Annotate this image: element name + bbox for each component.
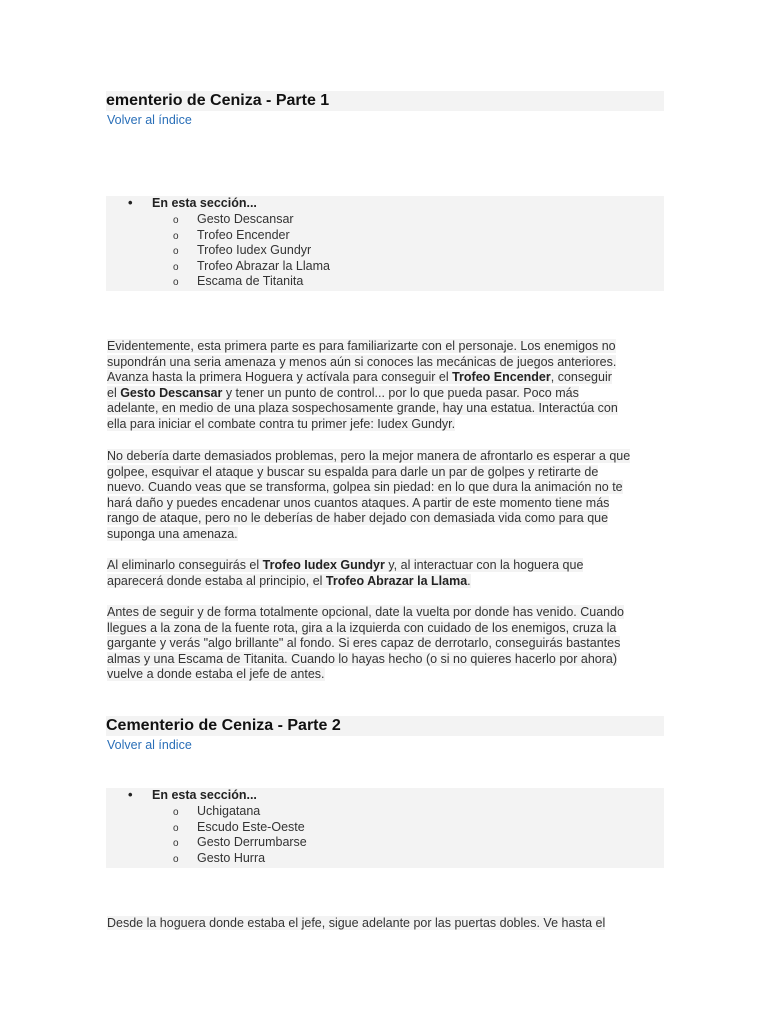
list-item: o Gesto Derrumbarse xyxy=(173,835,307,850)
list-item: o Trofeo Iudex Gundyr xyxy=(173,243,312,258)
list-item: o Escudo Este-Oeste xyxy=(173,819,305,834)
back-to-index-link-1[interactable]: Volver al índice xyxy=(107,113,192,127)
paragraph-intro: Evidentemente, esta primera parte es para familiarizarte con el personaje. Los enemigos no supondrán una seria amenaza y menos aún si conoces las mecánicas de juegos anteriores. Avanza hasta la primera Hoguera y actívala para conseguir el Trofeo Encender, conseguir el Gesto Descansar y tener un punto de control... por lo que pueda pasar. Poco más adelante, en medio de una plaza sospechosamente grande, hay una estatua. Interactúa con ella para iniciar el combate contra tu primer jefe: Iudex Gundyr. xyxy=(107,339,618,431)
list-item: o Trofeo Encender xyxy=(173,227,290,242)
list-item: o Gesto Descansar xyxy=(173,212,294,226)
section-contents-list-2 xyxy=(173,804,307,866)
section-title-part-1: ementerio de Ceniza - Parte 1 xyxy=(106,91,664,111)
paragraph-part-2-intro: Desde la hoguera donde estaba el jefe, sigue adelante por las puertas dobles. Ve hasta el xyxy=(107,916,606,930)
back-to-index-link-2[interactable]: Volver al índice xyxy=(107,738,192,752)
bullet-icon: • xyxy=(128,195,133,210)
section-contents-box-2: • En esta sección... o Uchigatana o Escudo Este-Oeste o Gesto Derrumbarse o Gesto Hurra xyxy=(106,788,664,868)
list-item: o Trofeo Abrazar la Llama xyxy=(173,258,330,273)
section-contents-box-1: • En esta sección... o Gesto Descansar o Trofeo Encender o Trofeo Iudex Gundyr o Trofeo Abrazar la Llama o Escama de Titanita xyxy=(106,196,664,291)
paragraph-trophies: Al eliminarlo conseguirás el Trofeo Iudex Gundyr y, al interactuar con la hoguera que aparecerá donde estaba al principio, el Trofeo Abrazar la Llama. xyxy=(107,558,584,588)
paragraph-boss-strategy: No debería darte demasiados problemas, pero la mejor manera de afrontarlo es esperar a que golpee, esquivar el ataque y buscar su espalda para darle un par de golpes y retirarte de nuevo. Cuando veas que se transforma, golpea sin piedad: en lo que dura la animación no te hará daño y puedes encadenar unos cuantos ataques. A partir de este momento tiene más rango de ataque, pero no le deberías de haber dejado con demasiada vida como para que suponga una amenaza. xyxy=(107,449,631,541)
section-title-part-2: Cementerio de Ceniza - Parte 2 xyxy=(106,716,664,736)
list-item: o Uchigatana xyxy=(173,804,261,818)
list-item: o Escama de Titanita xyxy=(173,274,304,289)
paragraph-optional: Antes de seguir y de forma totalmente opcional, date la vuelta por donde has venido. Cuando llegues a la zona de la fuente rota, gira a la izquierda con cuidado de los enemigos, cruza la gargante y verás "algo brillante" al fondo. Si eres capaz de derrotarlo, conseguirás bastantes almas y una Escama de Titanita. Cuando lo hayas hecho (o si no quieres hacerlo por ahora) vuelve a donde estaba el jefe de antes. xyxy=(107,605,625,682)
section-contents-list-1 xyxy=(173,212,330,290)
list-item: o Gesto Hurra xyxy=(173,850,266,865)
bullet-icon: • xyxy=(128,787,133,802)
